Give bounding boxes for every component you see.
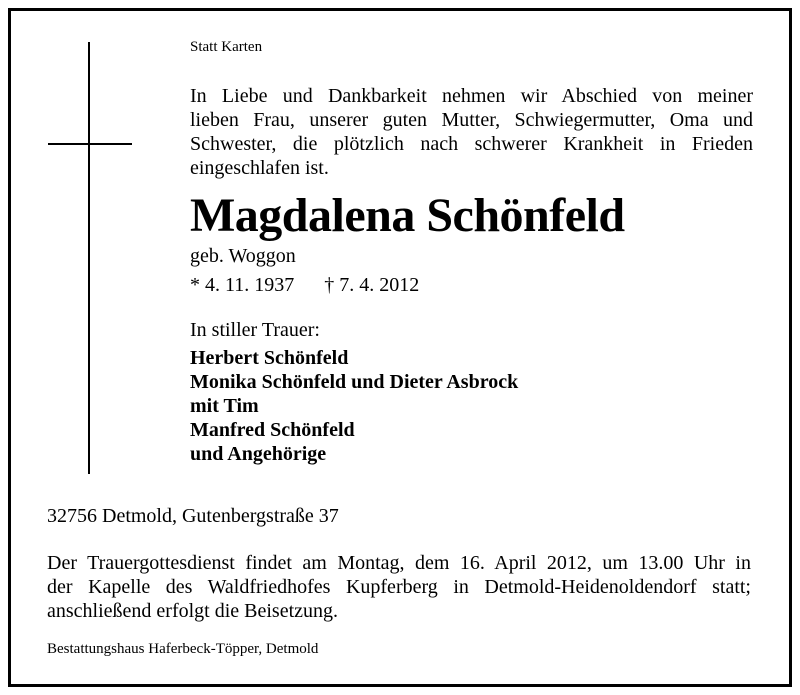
intro-line: Schwester, die plötzlich nach schwerer Krankheit in Frieden [190, 133, 753, 155]
mourners-heading: In stiller Trauer: [190, 319, 320, 341]
mourner-name: Monika Schönfeld und Dieter Asbrock [190, 371, 519, 393]
mourner-name: Herbert Schönfeld [190, 347, 349, 369]
intro-paragraph [190, 84, 753, 180]
funeral-home: Bestattungshaus Haferbeck-Töpper, Detmold [47, 641, 319, 657]
deceased-name: Magdalena Schönfeld [190, 189, 625, 242]
statt-karten-label: Statt Karten [190, 39, 263, 55]
service-paragraph [47, 551, 751, 623]
mourner-name: Manfred Schönfeld [190, 419, 355, 441]
cross-vertical-bar [88, 42, 90, 474]
birth-name: geb. Woggon [190, 245, 296, 267]
intro-line: lieben Frau, unserer guten Mutter, Schwiegermutter, Oma und [190, 109, 753, 131]
address: 32756 Detmold, Gutenbergstraße 37 [47, 505, 339, 527]
service-line: der Kapelle des Waldfriedhofes Kupferberg in Detmold-Heidenoldendorf statt; [47, 576, 751, 598]
service-line: Der Trauergottesdienst findet am Montag, dem 16. April 2012, um 13.00 Uhr in [47, 552, 751, 574]
cross-horizontal-bar [48, 143, 132, 145]
mourners-block [190, 318, 518, 466]
birth-date: * 4. 11. 1937 [190, 274, 295, 296]
death-date: † 7. 4. 2012 [324, 274, 420, 296]
service-line: anschließend erfolgt die Beisetzung. [47, 600, 339, 622]
life-dates [190, 273, 419, 297]
mourner-name: mit Tim [190, 395, 259, 417]
mourner-name: und Angehörige [190, 443, 327, 465]
intro-line: eingeschlafen ist. [190, 157, 329, 179]
intro-line: In Liebe und Dankbarkeit nehmen wir Abschied von meiner [190, 85, 753, 107]
